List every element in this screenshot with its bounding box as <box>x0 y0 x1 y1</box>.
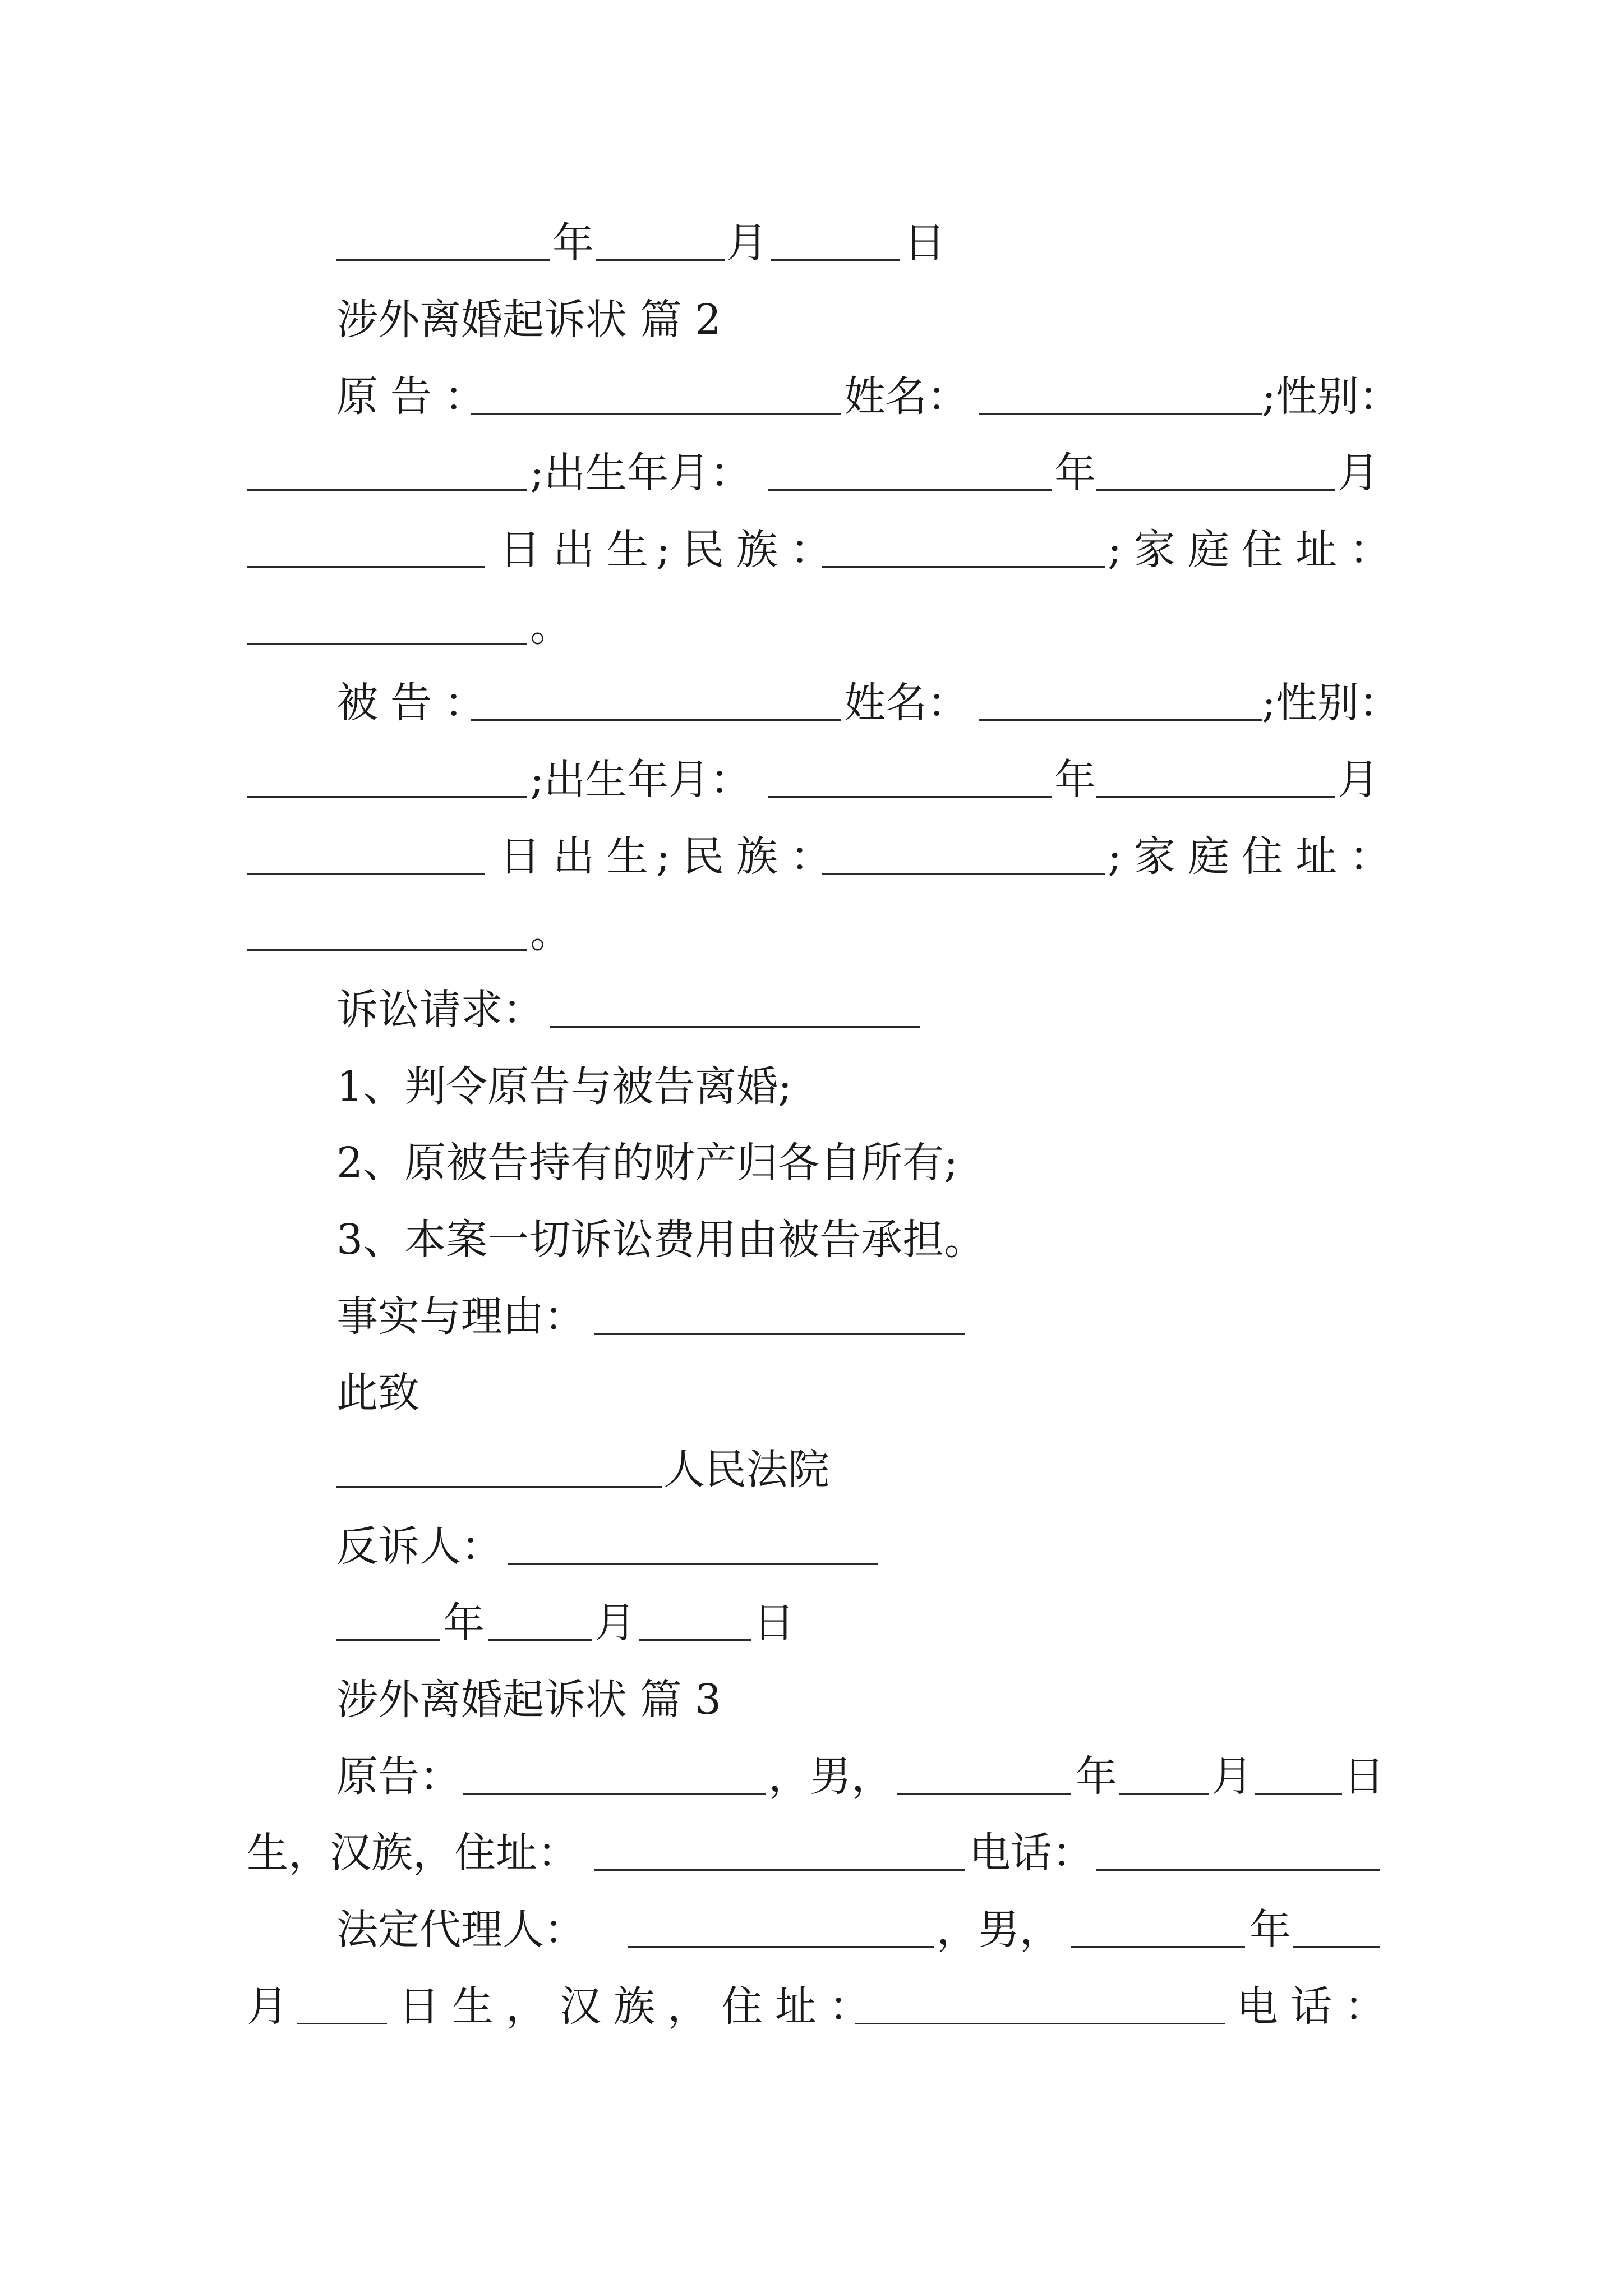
day-label: 日 <box>1343 1752 1385 1801</box>
agent-blank[interactable] <box>628 1946 934 1948</box>
period: 。 <box>530 602 571 651</box>
birth-year-blank[interactable] <box>768 796 1052 798</box>
day-blank[interactable] <box>639 1639 751 1641</box>
day-blank[interactable] <box>297 2023 387 2024</box>
year-blank[interactable] <box>1071 1946 1245 1948</box>
year-label: 年 <box>1076 1752 1117 1801</box>
address-blank[interactable] <box>247 643 527 645</box>
facts-blank[interactable] <box>594 1333 965 1335</box>
plaintiff-label: 原告： <box>336 372 498 421</box>
day-blank[interactable] <box>771 259 900 261</box>
month-label: 月 <box>1338 449 1379 497</box>
address-blank[interactable] <box>594 1869 965 1871</box>
phone-label: 电话： <box>969 1829 1094 1877</box>
year-label: 年 <box>1249 1906 1291 1954</box>
counter-blank[interactable] <box>508 1563 878 1565</box>
ethnic-blank[interactable] <box>822 873 1105 875</box>
address-label: ;家庭住址： <box>1108 832 1403 881</box>
section-title: 涉外离婚起诉状 篇 2 <box>336 296 722 344</box>
name-label: 姓名： <box>844 372 969 421</box>
period: 。 <box>530 909 571 957</box>
birth-day-blank[interactable] <box>247 566 485 568</box>
year-label: 年 <box>1054 756 1096 804</box>
born-address-label: 日生，汉族，住址： <box>398 1982 883 2031</box>
plaintiff-blank[interactable] <box>471 413 841 415</box>
salutation: 此致 <box>336 1369 419 1417</box>
day-label: 日 <box>904 219 946 267</box>
month-blank[interactable] <box>1119 1793 1209 1795</box>
gender-label: ;性别： <box>1262 679 1400 727</box>
month-blank[interactable] <box>1293 1946 1380 1948</box>
agent-label: 法定代理人： <box>336 1906 585 1954</box>
defendant-blank[interactable] <box>471 719 841 721</box>
claim-text: 3、本案一切诉讼费用由被告承担。 <box>336 1216 986 1264</box>
name-blank[interactable] <box>979 413 1262 415</box>
section-title: 涉外离婚起诉状 篇 3 <box>336 1676 722 1724</box>
court-label: 人民法院 <box>663 1446 829 1494</box>
defendant-label: 被告： <box>336 679 498 727</box>
phone-blank[interactable] <box>1096 1869 1380 1871</box>
plaintiff-blank[interactable] <box>463 1793 766 1795</box>
facts-label: 事实与理由： <box>336 1292 585 1341</box>
year-label: 年 <box>552 219 594 267</box>
name-label: 姓名： <box>844 679 969 727</box>
year-blank[interactable] <box>336 1639 440 1641</box>
born-label: 日出生 <box>499 526 661 574</box>
month-label: 月 <box>247 1982 288 2031</box>
plaintiff-label: 原告： <box>336 1752 461 1801</box>
year-blank[interactable] <box>897 1793 1071 1795</box>
claim-text: 2、原被告持有的财产归各自所有; <box>336 1139 958 1187</box>
address-blank[interactable] <box>855 2023 1225 2024</box>
month-label: 月 <box>594 1599 636 1647</box>
month-label: 月 <box>726 219 768 267</box>
month-blank[interactable] <box>488 1639 592 1641</box>
day-blank[interactable] <box>1255 1793 1342 1795</box>
counter-label: 反诉人： <box>336 1522 502 1571</box>
year-blank[interactable] <box>336 259 550 261</box>
address-label: ;家庭住址： <box>1108 526 1403 574</box>
month-blank[interactable] <box>596 259 725 261</box>
ethnic-label: ;民族： <box>656 526 844 574</box>
birth-month-blank[interactable] <box>1096 796 1335 798</box>
born-label: 日出生 <box>499 832 661 881</box>
ethnic-address-label: 生，汉族，住址： <box>247 1829 579 1877</box>
birth-day-blank[interactable] <box>247 873 485 875</box>
birth-label: ;出生年月： <box>530 449 751 497</box>
ethnic-blank[interactable] <box>822 566 1105 568</box>
gender-blank[interactable] <box>247 796 527 798</box>
gender-text: ，男， <box>937 1906 1061 1954</box>
claim-text: 1、判令原告与被告离婚; <box>336 1062 792 1111</box>
address-blank[interactable] <box>247 949 527 951</box>
month-label: 月 <box>1211 1752 1253 1801</box>
gender-text: ，男， <box>768 1752 893 1801</box>
claims-blank[interactable] <box>550 1026 920 1028</box>
gender-blank[interactable] <box>247 489 527 491</box>
year-label: 年 <box>443 1599 485 1647</box>
claims-label: 诉讼请求： <box>336 986 544 1034</box>
birth-month-blank[interactable] <box>1096 489 1335 491</box>
phone-label: 电话： <box>1237 1982 1398 2031</box>
month-label: 月 <box>1338 756 1379 804</box>
birth-label: ;出生年月： <box>530 756 751 804</box>
ethnic-label: ;民族： <box>656 832 844 881</box>
court-blank[interactable] <box>336 1486 662 1488</box>
year-label: 年 <box>1054 449 1096 497</box>
name-blank[interactable] <box>979 719 1262 721</box>
gender-label: ;性别： <box>1262 372 1400 421</box>
day-label: 日 <box>753 1599 795 1647</box>
birth-year-blank[interactable] <box>768 489 1052 491</box>
